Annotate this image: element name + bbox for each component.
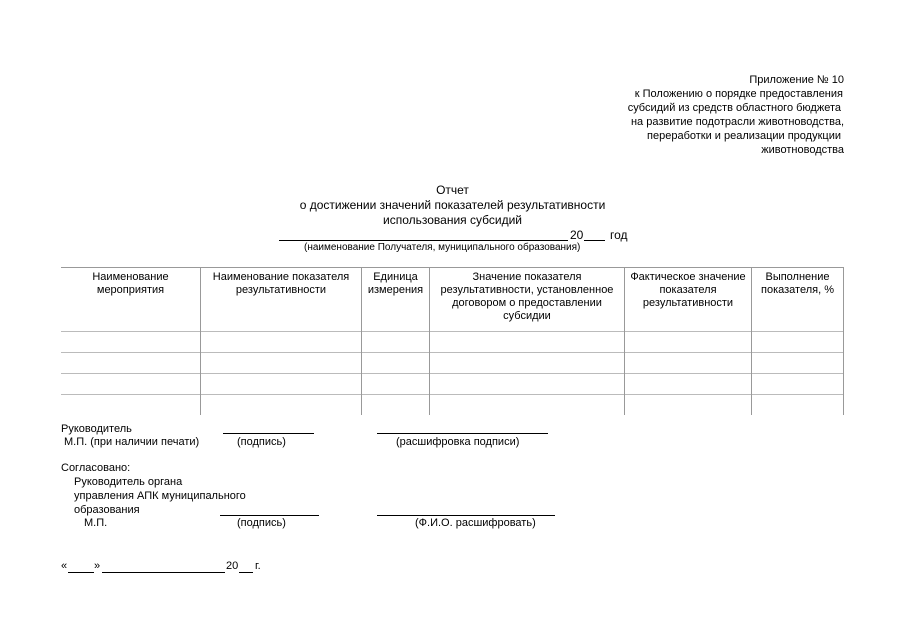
title-line-1: Отчет bbox=[436, 183, 469, 197]
table-cell[interactable] bbox=[61, 395, 201, 416]
decode-caption: (расшифровка подписи) bbox=[396, 436, 520, 448]
table-cell[interactable] bbox=[201, 374, 362, 395]
table-cell[interactable] bbox=[61, 374, 201, 395]
table-row bbox=[61, 395, 844, 416]
table-cell[interactable] bbox=[752, 395, 844, 416]
table-cell[interactable] bbox=[625, 374, 752, 395]
agreed-label: Согласовано: bbox=[61, 462, 131, 474]
org-head-line: Руководитель органа bbox=[74, 476, 183, 488]
table-cell[interactable] bbox=[61, 332, 201, 353]
table-cell[interactable] bbox=[752, 374, 844, 395]
table-cell[interactable] bbox=[362, 374, 430, 395]
head-label: Руководитель bbox=[61, 423, 132, 435]
org-head-line: образования bbox=[74, 504, 140, 516]
report-title bbox=[0, 183, 905, 228]
table-cell[interactable] bbox=[61, 353, 201, 374]
table-cell[interactable] bbox=[201, 332, 362, 353]
table-cell[interactable] bbox=[625, 353, 752, 374]
head-decode-line[interactable] bbox=[377, 433, 548, 434]
date-open-quote: « bbox=[61, 560, 68, 572]
date-year-line[interactable] bbox=[239, 572, 253, 573]
stamp-label: М.П. (при наличии печати) bbox=[64, 436, 200, 448]
date-year-suffix: г. bbox=[255, 560, 261, 572]
date-year-prefix: 20 bbox=[226, 560, 239, 572]
table-cell[interactable] bbox=[362, 395, 430, 416]
table-cell[interactable] bbox=[430, 395, 625, 416]
table-row bbox=[61, 353, 844, 374]
results-table bbox=[61, 267, 844, 415]
appendix-line: на развитие подотрасли животноводства, bbox=[630, 116, 844, 128]
head-signature-line[interactable] bbox=[223, 433, 314, 434]
appendix-line: животноводства bbox=[761, 144, 844, 156]
appendix-line: субсидий из средств областного бюджета bbox=[627, 102, 841, 114]
recipient-name-line[interactable] bbox=[279, 240, 568, 241]
table-cell[interactable] bbox=[362, 353, 430, 374]
table-cell[interactable] bbox=[625, 395, 752, 416]
recipient-caption: (наименование Получателя, муниципального образования) bbox=[304, 242, 581, 253]
agreed-signature-line[interactable] bbox=[220, 515, 319, 516]
date-month-line[interactable] bbox=[102, 572, 225, 573]
col-header-unit: Единица измерения bbox=[362, 268, 430, 332]
sign-caption: (подпись) bbox=[237, 436, 286, 448]
appendix-line: Приложение № 10 bbox=[749, 74, 844, 86]
date-close-quote: » bbox=[94, 560, 101, 572]
table-cell[interactable] bbox=[625, 332, 752, 353]
title-line-3: использования субсидий bbox=[383, 213, 522, 227]
title-line-2: о достижении значений показателей результативности bbox=[299, 198, 606, 212]
table-row bbox=[61, 332, 844, 353]
mp-label: М.П. bbox=[84, 517, 108, 529]
col-header-completion: Выполнение показателя, % bbox=[752, 268, 844, 332]
appendix-line: переработки и реализации продукции bbox=[647, 130, 841, 142]
col-header-actual-value: Фактическое значение показателя результативности bbox=[625, 268, 752, 332]
appendix-header bbox=[628, 73, 844, 157]
col-header-target-value: Значение показателя результативности, установленное договором о предоставлении субсидии bbox=[430, 268, 625, 332]
table-row bbox=[61, 374, 844, 395]
table-cell[interactable] bbox=[752, 353, 844, 374]
agreed-fio-line[interactable] bbox=[377, 515, 555, 516]
year-suffix: год bbox=[610, 228, 628, 242]
date-day-line[interactable] bbox=[68, 572, 94, 573]
fio-caption: (Ф.И.О. расшифровать) bbox=[415, 517, 536, 529]
col-header-indicator: Наименование показателя результативности bbox=[201, 268, 362, 332]
table-cell[interactable] bbox=[752, 332, 844, 353]
year-prefix: 20 bbox=[570, 228, 584, 242]
table-cell[interactable] bbox=[430, 374, 625, 395]
table-header-row bbox=[61, 268, 844, 332]
table-cell[interactable] bbox=[201, 353, 362, 374]
col-header-activity: Наименование мероприятия bbox=[61, 268, 201, 332]
sign-caption-2: (подпись) bbox=[237, 517, 286, 529]
appendix-line: к Положению о порядке предоставления bbox=[634, 88, 843, 100]
table-cell[interactable] bbox=[430, 353, 625, 374]
year-blank-line[interactable] bbox=[584, 240, 605, 241]
org-head-line: управления АПК муниципального bbox=[74, 490, 246, 502]
table-cell[interactable] bbox=[201, 395, 362, 416]
table-cell[interactable] bbox=[362, 332, 430, 353]
table-cell[interactable] bbox=[430, 332, 625, 353]
